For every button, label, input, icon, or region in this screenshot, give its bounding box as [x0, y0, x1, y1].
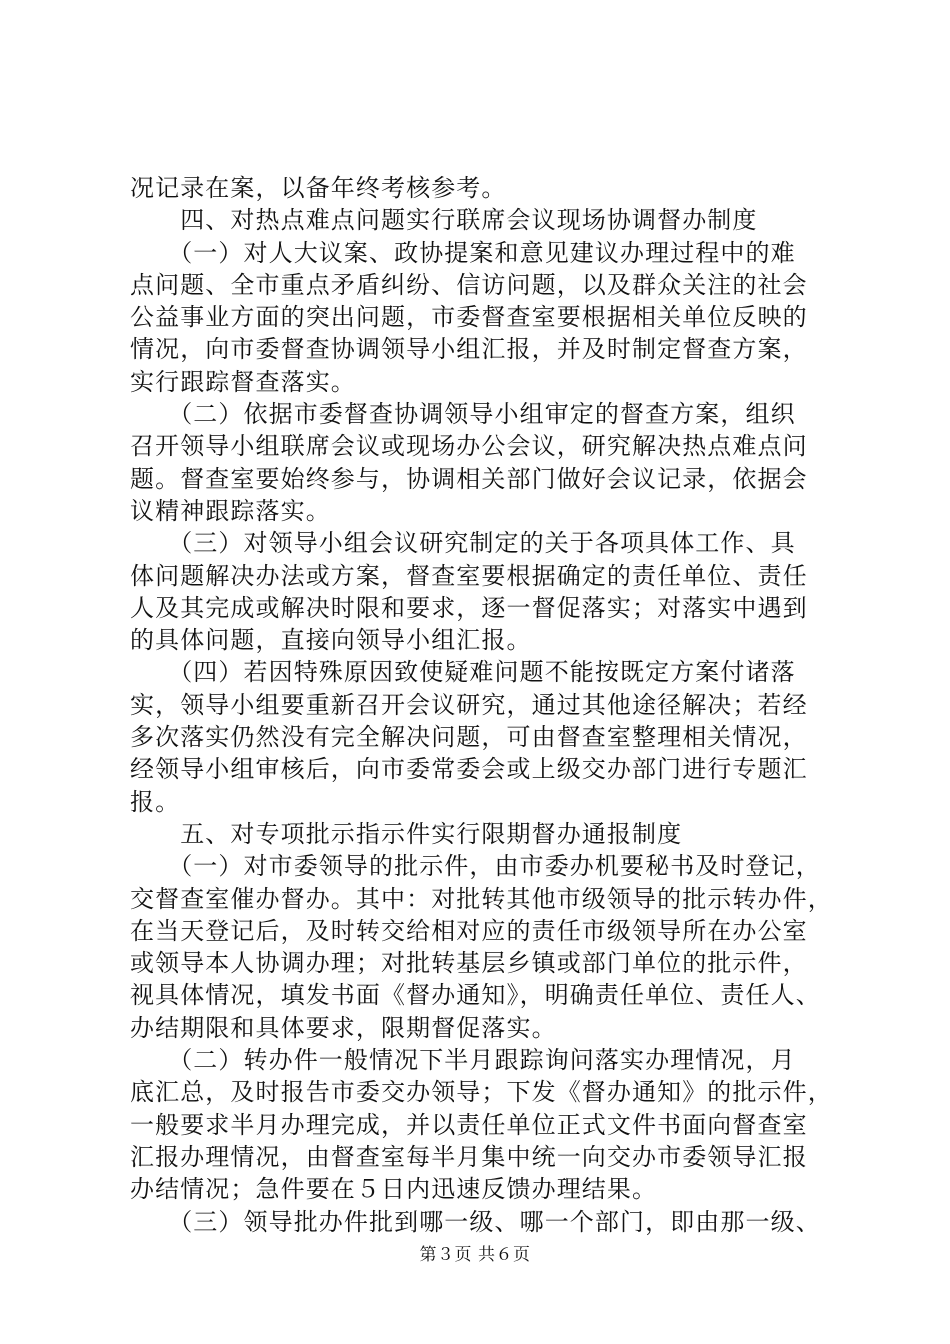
- body-text-line: 汇报办理情况，由督查室每半月集中统一向交办市委领导汇报: [130, 1142, 808, 1171]
- body-text-line: 交督查室催办督办。其中：对批转其他市级领导的批示转办件，: [130, 884, 833, 913]
- body-text-line: 四、对热点难点问题实行联席会议现场协调督办制度: [130, 206, 758, 235]
- body-text-line: 人及其完成或解决时限和要求，逐一督促落实；对落实中遇到: [130, 593, 808, 622]
- body-text-line: 公益事业方面的突出问题，市委督查室要根据相关单位反映的: [130, 303, 808, 332]
- body-text-line: 召开领导小组联席会议或现场办公会议，研究解决热点难点问: [130, 432, 808, 461]
- body-text-line: （四）若因特殊原因致使疑难问题不能按既定方案付诸落: [130, 658, 796, 687]
- body-text-line: （三）领导批办件批到哪一级、哪一个部门，即由那一级、: [130, 1207, 821, 1236]
- body-text-line: （一）对市委领导的批示件，由市委办机要秘书及时登记，: [130, 852, 821, 881]
- body-text-line: （一）对人大议案、政协提案和意见建议办理过程中的难: [130, 238, 796, 267]
- body-text-line: 办结情况；急件要在５日内迅速反馈办理结果。: [130, 1175, 658, 1204]
- body-text-line: （二）依据市委督查协调领导小组审定的督查方案，组织: [130, 400, 796, 429]
- page-footer: 第３页 共６页: [419, 1245, 531, 1265]
- body-text-line: 实，领导小组要重新召开会议研究，通过其他途径解决；若经: [130, 690, 808, 719]
- body-text-line: 办结期限和具体要求，限期督促落实。: [130, 1013, 557, 1042]
- body-text-line: 视具体情况，填发书面《督办通知》，明确责任单位、责任人、: [130, 981, 821, 1010]
- body-text-line: 点问题、全市重点矛盾纠纷、信访问题，以及群众关注的社会: [130, 270, 808, 299]
- body-text-line: 或领导本人协调办理；对批转基层乡镇或部门单位的批示件，: [130, 949, 808, 978]
- body-text-line: （三）对领导小组会议研究制定的关于各项具体工作、具: [130, 529, 796, 558]
- body-text-line: 题。督查室要始终参与，协调相关部门做好会议记录，依据会: [130, 464, 808, 493]
- body-text-line: 情况，向市委督查协调领导小组汇报，并及时制定督查方案，: [130, 335, 808, 364]
- body-text-line: 况记录在案，以备年终考核参考。: [130, 174, 507, 202]
- document-body: [130, 172, 833, 1238]
- body-text-line: （二）转办件一般情况下半月跟踪询问落实办理情况，月: [130, 1046, 796, 1075]
- body-text-line: 议精神跟踪落实。: [130, 496, 331, 525]
- body-text-line: 实行跟踪督查落实。: [130, 367, 356, 396]
- body-text-line: 报。: [130, 787, 181, 816]
- body-text-line: 的具体问题，直接向领导小组汇报。: [130, 626, 532, 655]
- body-text-line: 经领导小组审核后，向市委常委会或上级交办部门进行专题汇: [130, 755, 808, 784]
- body-text-line: 在当天登记后，及时转交给相对应的责任市级领导所在办公室: [130, 916, 808, 945]
- body-text-line: 体问题解决办法或方案，督查室要根据确定的责任单位、责任: [130, 561, 808, 590]
- body-text-line: 多次落实仍然没有完全解决问题，可由督查室整理相关情况，: [130, 723, 808, 752]
- body-text-line: 底汇总，及时报告市委交办领导；下发《督办通知》的批示件，: [130, 1078, 833, 1107]
- body-text-line: 一般要求半月办理完成，并以责任单位正式文件书面向督查室: [130, 1110, 808, 1139]
- body-text-line: 五、对专项批示指示件实行限期督办通报制度: [130, 819, 683, 848]
